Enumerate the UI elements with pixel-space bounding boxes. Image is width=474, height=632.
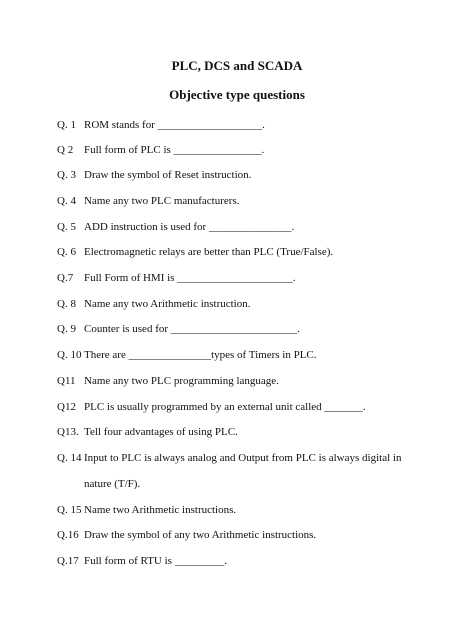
question-number: Q. 1	[57, 119, 76, 131]
question-14-continuation	[0, 476, 474, 492]
question-number: Q. 10	[57, 349, 82, 361]
question-3	[0, 167, 474, 183]
question-text: Draw the symbol of any two Arithmetic instructions.	[84, 529, 317, 541]
question-7	[0, 270, 474, 286]
question-17	[0, 553, 474, 569]
question-9	[0, 321, 474, 337]
question-6	[0, 244, 474, 260]
question-13	[0, 424, 474, 440]
question-text: Full form of RTU is _________.	[84, 555, 227, 567]
question-15	[0, 502, 474, 518]
question-number: Q.16	[57, 529, 79, 541]
question-16	[0, 527, 474, 543]
question-number: Q12	[57, 401, 76, 413]
question-text: ROM stands for ___________________.	[84, 119, 265, 131]
document-subtitle: Objective type questions	[169, 87, 305, 102]
question-number: Q. 9	[57, 323, 76, 335]
question-text: Name any two PLC manufacturers.	[84, 195, 240, 207]
question-5	[0, 219, 474, 235]
question-number: Q. 8	[57, 298, 76, 310]
question-text-continuation: nature (T/F).	[84, 478, 141, 490]
question-number: Q. 6	[57, 246, 76, 258]
question-number: Q. 14	[57, 452, 82, 464]
document-title: PLC, DCS and SCADA	[171, 58, 303, 73]
question-number: Q13.	[57, 426, 79, 438]
question-12	[0, 399, 474, 415]
question-number: Q.17	[57, 555, 79, 567]
question-number: Q. 3	[57, 169, 76, 181]
question-1	[0, 117, 474, 133]
question-text: Input to PLC is always analog and Output from PLC is always digital in	[84, 452, 402, 464]
question-14	[0, 450, 474, 466]
question-text: Draw the symbol of Reset instruction.	[84, 169, 252, 181]
question-number: Q.7	[57, 272, 74, 284]
question-number: Q. 4	[57, 195, 76, 207]
question-2	[0, 142, 474, 158]
question-text: Name any two Arithmetic instruction.	[84, 298, 251, 310]
question-text: ADD instruction is used for _______________.	[84, 221, 295, 233]
question-number: Q 2	[57, 144, 74, 156]
question-text: There are _______________types of Timers in PLC.	[84, 349, 317, 361]
question-text: Name any two PLC programming language.	[84, 375, 279, 387]
question-text: Full Form of HMI is _____________________.	[84, 272, 296, 284]
question-11	[0, 373, 474, 389]
question-text: Full form of PLC is ________________.	[84, 144, 265, 156]
question-10	[0, 347, 474, 363]
question-number: Q. 5	[57, 221, 76, 233]
question-8	[0, 296, 474, 312]
question-text: Counter is used for _______________________.	[84, 323, 301, 335]
question-text: PLC is usually programmed by an external unit called _______.	[84, 401, 366, 413]
question-number: Q. 15	[57, 504, 82, 516]
question-number: Q11	[57, 375, 76, 387]
question-text: Name two Arithmetic instructions.	[84, 504, 237, 516]
question-text: Electromagnetic relays are better than PLC (True/False).	[84, 246, 334, 258]
question-text: Tell four advantages of using PLC.	[84, 426, 238, 438]
question-4	[0, 193, 474, 209]
